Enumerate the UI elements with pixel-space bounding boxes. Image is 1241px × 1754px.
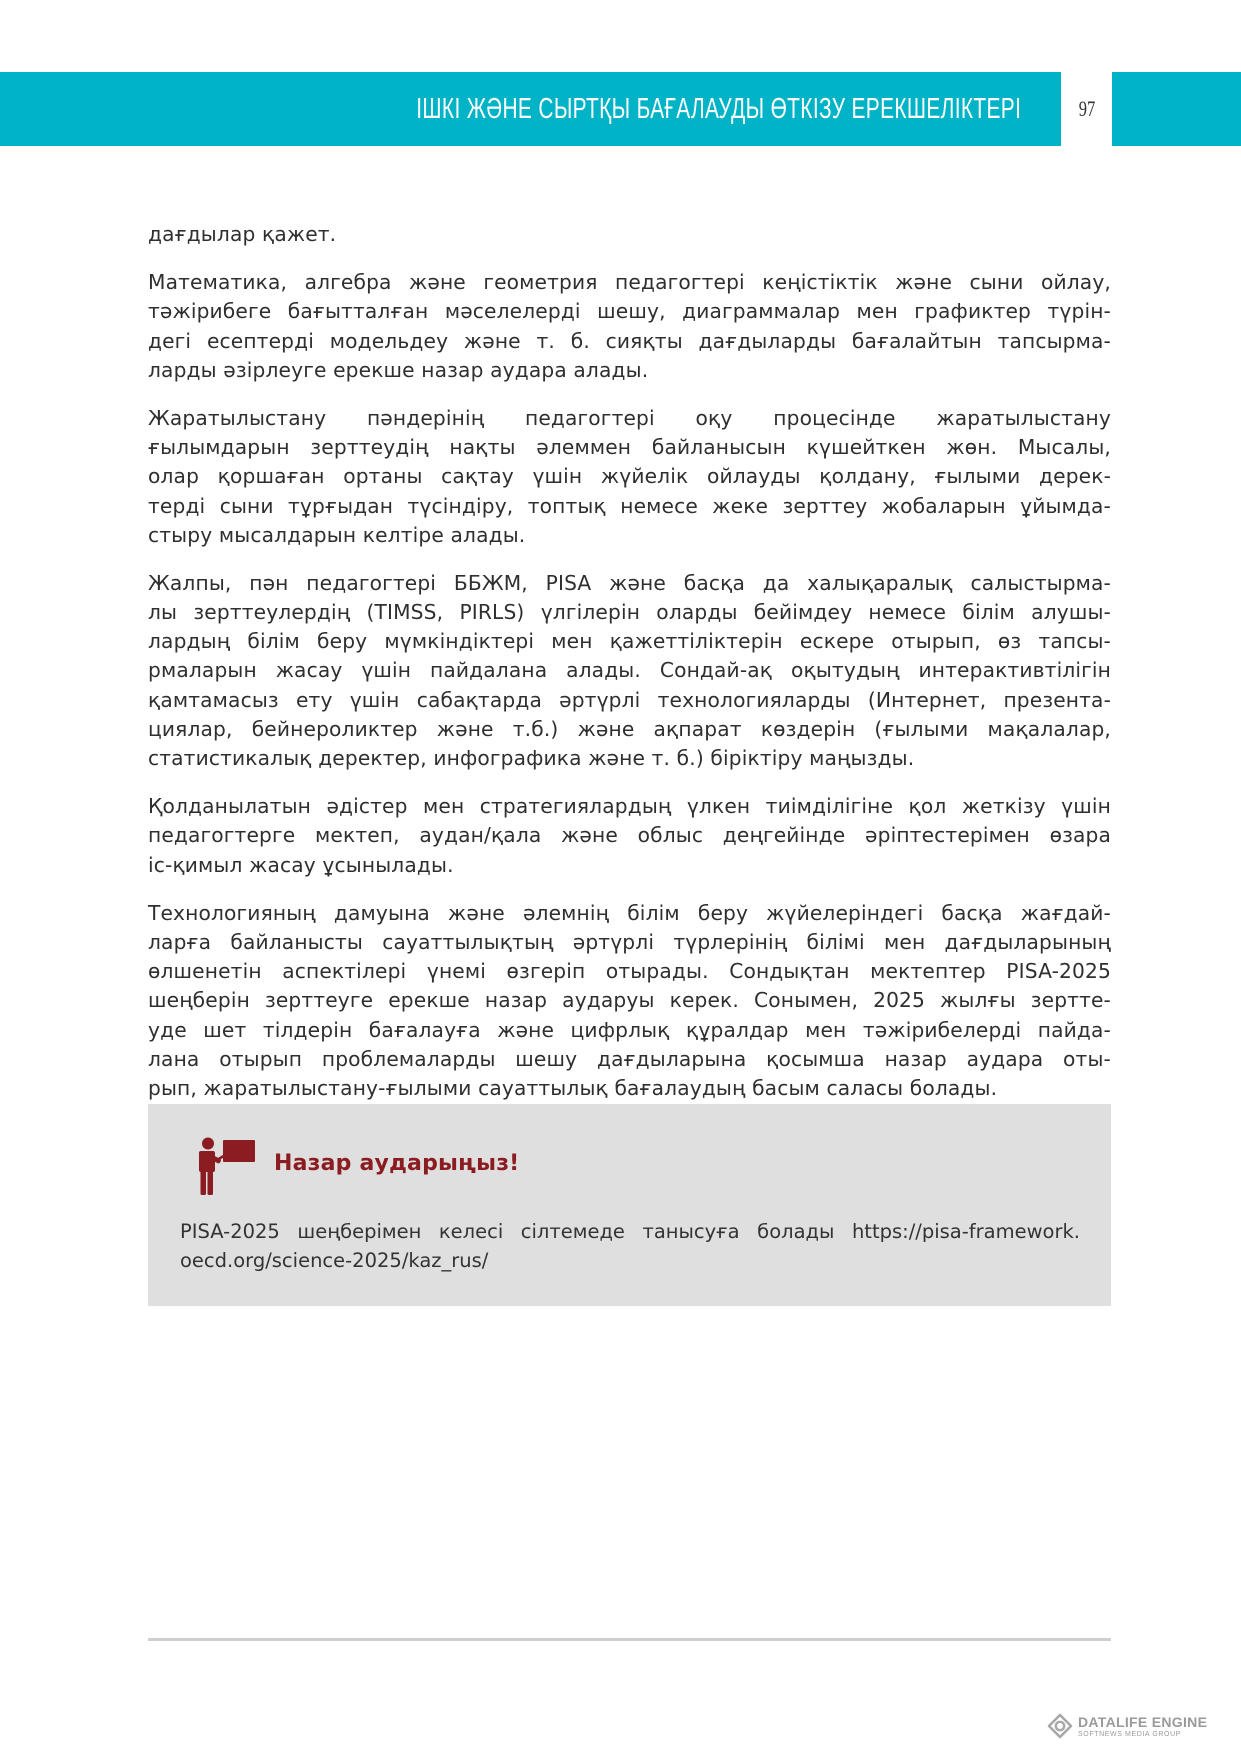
text-line: Технологияның дамуына және әлемнің білім беру жүйелеріндегі басқа жағдай-	[148, 900, 1111, 925]
paragraph	[148, 404, 1111, 550]
header-bar-right	[1112, 72, 1241, 146]
text-line: шеңберін зерттеуге ерекше назар аударуы керек. Сонымен, 2025 жылғы зертте-	[148, 988, 1111, 1013]
text-line: Жалпы, пән педагогтері ББЖМ, PISA және басқа да халықаралық салыстырма-	[148, 570, 1111, 595]
paragraph	[148, 569, 1111, 773]
paragraph	[148, 220, 1111, 249]
paragraph	[148, 792, 1111, 880]
chapter-title: ІШКІ ЖӘНЕ СЫРТҚЫ БАҒАЛАУДЫ ӨТКІЗУ ЕРЕКШЕЛІКТЕРІ	[416, 93, 1021, 125]
text-line: дегі есептерді модельдеу және т. б. сияқты дағдыларды бағалайтын тапсырма-	[148, 328, 1111, 353]
page-number: 97	[1078, 96, 1096, 121]
text-line: тәжірибеге бағытталған мәселелерді шешу, диаграммалар мен графиктер түрін-	[148, 299, 1111, 324]
body-text	[148, 220, 1111, 1122]
text-line: статистикалық деректер, инфографика және т. б.) біріктіру маңызды.	[148, 746, 915, 770]
paragraph	[148, 899, 1111, 1103]
text-line: Қолданылатын әдістер мен стратегиялардың үлкен тиімділігіне қол жеткізу үшін	[148, 794, 1111, 819]
watermark-subtitle: SOFTNEWS MEDIA GROUP	[1078, 1730, 1182, 1738]
text-line: өлшенетін аспектілері үнемі өзгеріп отырады. Сондықтан мектептер PISA-2025	[148, 959, 1111, 984]
text-line: уде шет тілдерін бағалауға және цифрлық құралдар мен тәжірибелерді пайда-	[148, 1017, 1111, 1042]
text-line: Математика, алгебра және геометрия педагогтері кеңістіктік және сыни ойлау,	[148, 270, 1111, 295]
text-line: олар қоршаған ортаны сақтау үшін жүйелік ойлауды қолдану, ғылыми дерек-	[148, 464, 1111, 489]
watermark-brand: DATALIFE ENGINE	[1078, 1713, 1208, 1730]
text-line: ларды әзірлеуге ерекше назар аудара алады.	[148, 357, 649, 382]
text-line: рып, жаратылыстану-ғылыми сауаттылық бағалаудың басым саласы болады.	[148, 1075, 998, 1100]
text-line: стыру мысалдарын келтіре алады.	[148, 522, 526, 547]
callout-line: oecd.org/science-2025/kaz_rus/	[180, 1249, 489, 1272]
paragraph	[148, 268, 1111, 385]
text-line: ларға байланысты сауаттылықтың әртүрлі түрлерінің білімі мен дағдыларының	[148, 929, 1111, 954]
text-line: Жаратылыстану пәндерінің педагогтері оқу процесінде жаратылыстану	[148, 405, 1111, 430]
text-line: іс-қимыл жасау ұсынылады.	[148, 852, 454, 877]
callout-line: PISA-2025 шеңберімен келесі сілтемеде танысуға болады https://pisa-framework.	[180, 1220, 1080, 1243]
text-line: рмаларын жасау үшін пайдалана алады. Сондай-ақ оқытудың интерактивтілігін	[148, 658, 1111, 683]
callout-title: Назар аударыңыз!	[274, 1151, 520, 1176]
text-line: терді сыни тұрғыдан түсіндіру, топтық немесе жеке зерттеу жобаларын ұйымда-	[148, 493, 1111, 518]
text-line: педагогтерге мектеп, аудан/қала және облыс деңгейінде әріптестерімен өзара	[148, 823, 1111, 848]
footer-divider	[148, 1638, 1111, 1641]
text-line: ғылымдарын зерттеудің нақты әлеммен байланысын күшейткен жөн. Мысалы,	[148, 435, 1111, 460]
text-line: дағдылар қажет.	[148, 222, 337, 246]
text-line: лана отырып проблемаларды шешу дағдыларына қосымша назар аудара оты-	[148, 1046, 1111, 1071]
text-line: қамтамасыз ету үшін сабақтарда әртүрлі технологияларды (Интернет, презента-	[148, 687, 1111, 712]
header-bar	[0, 72, 1061, 146]
attention-callout	[148, 1104, 1111, 1306]
callout-text	[180, 1217, 1080, 1275]
teacher-at-board-icon	[195, 1137, 257, 1197]
text-line: лы зерттеулердің (TIMSS, PIRLS) үлгілерін оларды бейімдеу немесе білім алушы-	[148, 600, 1111, 625]
datalife-logo-icon	[1047, 1713, 1073, 1739]
text-line: циялар, бейнероликтер және т.б.) және ақпарат көздерін (ғылыми мақалалар,	[148, 716, 1111, 741]
text-line: лардың білім беру мүмкіндіктері мен қажеттіліктерін ескере отырып, өз тапсы-	[148, 629, 1111, 654]
watermark	[1047, 1711, 1207, 1741]
